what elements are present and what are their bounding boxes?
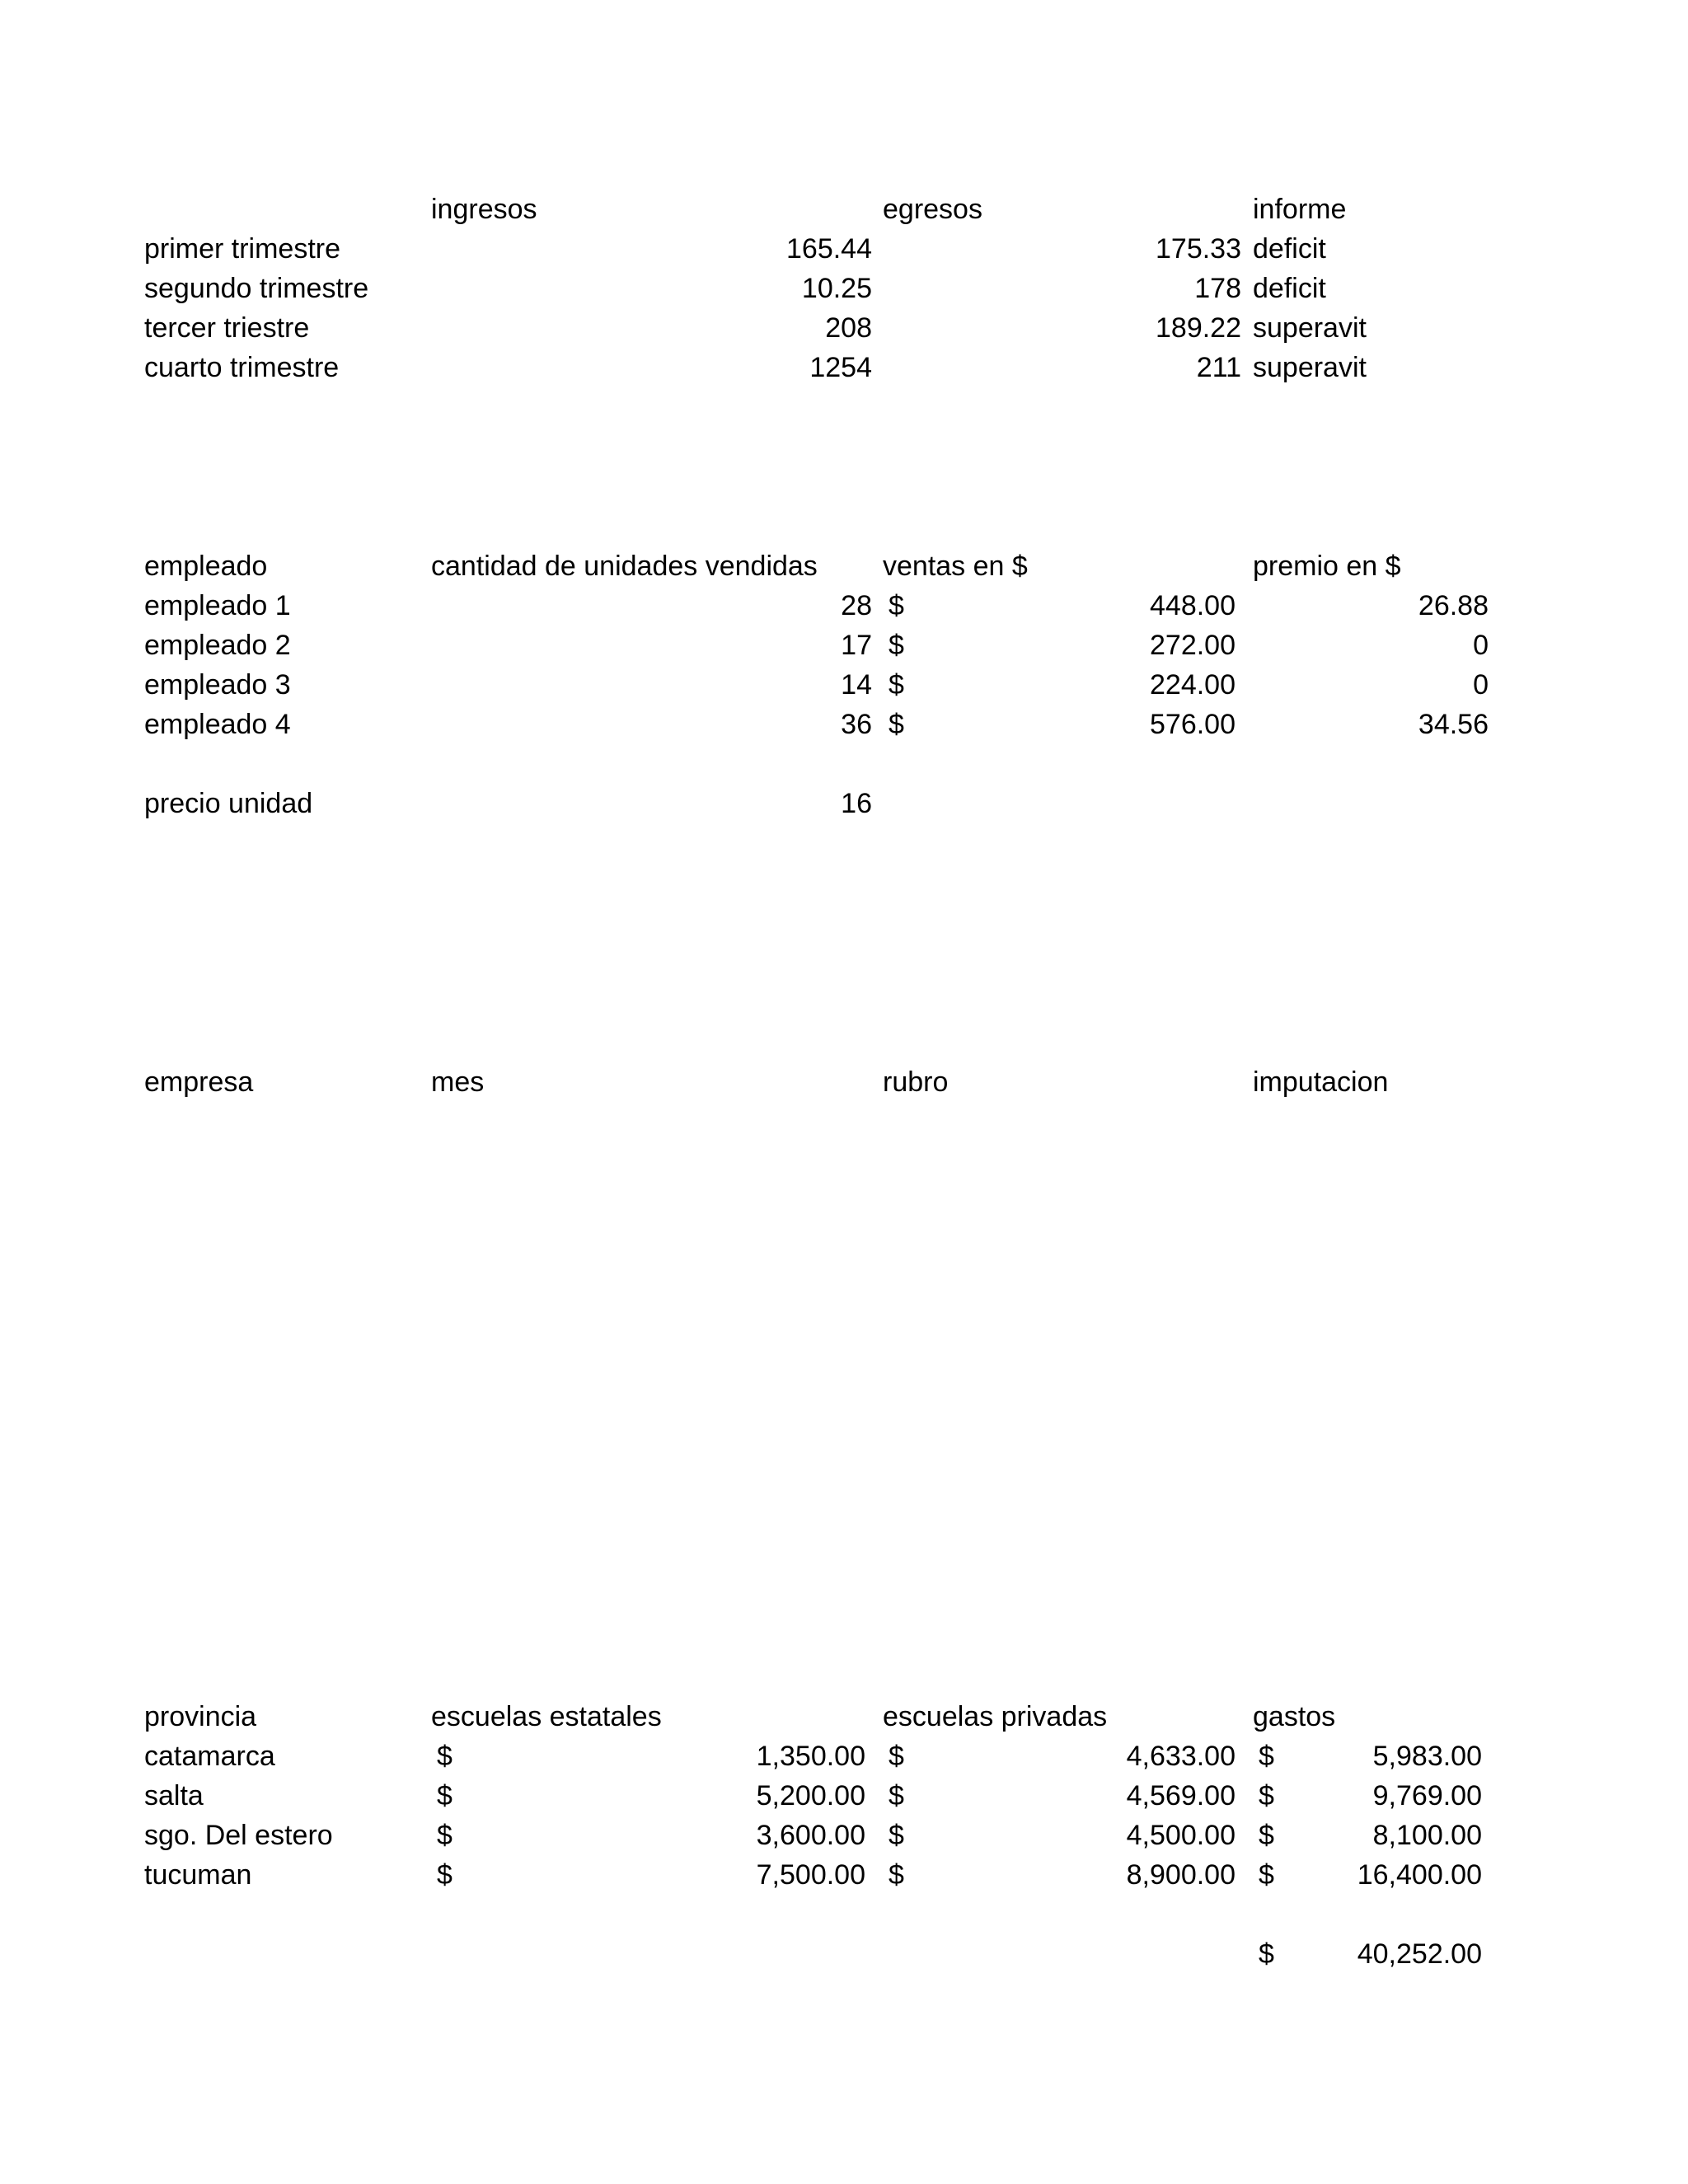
row-label: tucuman bbox=[144, 1859, 252, 1891]
header-cantidad: cantidad de unidades vendidas bbox=[431, 551, 818, 582]
cell-estatales: 1,350.00 bbox=[756, 1741, 865, 1772]
header-provincia: provincia bbox=[144, 1701, 257, 1732]
currency-symbol: $ bbox=[889, 1741, 904, 1772]
cell-cantidad: 14 bbox=[841, 669, 872, 701]
cell-informe: deficit bbox=[1253, 233, 1326, 265]
currency-symbol: $ bbox=[1259, 1938, 1274, 1970]
cell-premio: 34.56 bbox=[1418, 709, 1489, 740]
cell-ingresos: 165.44 bbox=[786, 233, 872, 265]
row-label: sgo. Del estero bbox=[144, 1820, 333, 1851]
currency-symbol: $ bbox=[437, 1820, 452, 1851]
cell-egresos: 175.33 bbox=[1156, 233, 1241, 265]
cell-egresos: 211 bbox=[1196, 352, 1241, 383]
row-label: empleado 2 bbox=[144, 630, 291, 661]
currency-symbol: $ bbox=[889, 669, 904, 701]
cell-gastos: 16,400.00 bbox=[1357, 1859, 1482, 1891]
cell-cantidad: 17 bbox=[841, 630, 872, 661]
header-premio: premio en $ bbox=[1253, 551, 1401, 582]
row-label: cuarto trimestre bbox=[144, 352, 340, 383]
cell-premio: 0 bbox=[1473, 630, 1489, 661]
header-empresa: empresa bbox=[144, 1066, 254, 1098]
cell-ingresos: 10.25 bbox=[801, 273, 872, 304]
row-label: catamarca bbox=[144, 1741, 275, 1772]
cell-gastos: 5,983.00 bbox=[1372, 1741, 1482, 1772]
cell-estatales: 5,200.00 bbox=[756, 1780, 865, 1811]
row-label: empleado 3 bbox=[144, 669, 291, 701]
cell-premio: 26.88 bbox=[1418, 590, 1489, 621]
row-label: segundo trimestre bbox=[144, 273, 369, 304]
cell-ventas: 448.00 bbox=[1150, 590, 1236, 621]
cell-cantidad: 36 bbox=[841, 709, 872, 740]
row-label: salta bbox=[144, 1780, 204, 1811]
row-label: empleado 4 bbox=[144, 709, 291, 740]
currency-symbol: $ bbox=[437, 1780, 452, 1811]
header-estatales: escuelas estatales bbox=[431, 1701, 662, 1732]
currency-symbol: $ bbox=[437, 1859, 452, 1891]
header-ingresos: ingresos bbox=[431, 194, 537, 225]
currency-symbol: $ bbox=[1259, 1780, 1274, 1811]
row-label: tercer triestre bbox=[144, 312, 310, 344]
cell-estatales: 3,600.00 bbox=[756, 1820, 865, 1851]
row-label: primer trimestre bbox=[144, 233, 341, 265]
cell-privadas: 4,633.00 bbox=[1126, 1741, 1236, 1772]
currency-symbol: $ bbox=[889, 1820, 904, 1851]
currency-symbol: $ bbox=[889, 1780, 904, 1811]
cell-informe: superavit bbox=[1253, 312, 1367, 344]
currency-symbol: $ bbox=[889, 709, 904, 740]
cell-cantidad: 28 bbox=[841, 590, 872, 621]
cell-gastos: 8,100.00 bbox=[1372, 1820, 1482, 1851]
cell-ingresos: 1254 bbox=[809, 352, 872, 383]
precio-unidad-value: 16 bbox=[841, 788, 872, 819]
cell-egresos: 189.22 bbox=[1156, 312, 1241, 344]
cell-premio: 0 bbox=[1473, 669, 1489, 701]
currency-symbol: $ bbox=[1259, 1741, 1274, 1772]
header-informe: informe bbox=[1253, 194, 1347, 225]
cell-ventas: 224.00 bbox=[1150, 669, 1236, 701]
cell-estatales: 7,500.00 bbox=[756, 1859, 865, 1891]
total-gastos: 40,252.00 bbox=[1357, 1938, 1482, 1970]
precio-unidad-label: precio unidad bbox=[144, 788, 313, 819]
row-label: empleado 1 bbox=[144, 590, 291, 621]
header-privadas: escuelas privadas bbox=[883, 1701, 1108, 1732]
header-gastos: gastos bbox=[1253, 1701, 1336, 1732]
cell-informe: superavit bbox=[1253, 352, 1367, 383]
cell-ingresos: 208 bbox=[825, 312, 872, 344]
currency-symbol: $ bbox=[1259, 1859, 1274, 1891]
cell-egresos: 178 bbox=[1194, 273, 1241, 304]
cell-privadas: 4,500.00 bbox=[1126, 1820, 1236, 1851]
cell-privadas: 8,900.00 bbox=[1126, 1859, 1236, 1891]
header-empleado: empleado bbox=[144, 551, 268, 582]
currency-symbol: $ bbox=[889, 1859, 904, 1891]
currency-symbol: $ bbox=[889, 590, 904, 621]
header-mes: mes bbox=[431, 1066, 485, 1098]
header-ventas: ventas en $ bbox=[883, 551, 1028, 582]
cell-ventas: 576.00 bbox=[1150, 709, 1236, 740]
cell-privadas: 4,569.00 bbox=[1126, 1780, 1236, 1811]
currency-symbol: $ bbox=[437, 1741, 452, 1772]
header-imputacion: imputacion bbox=[1253, 1066, 1389, 1098]
cell-gastos: 9,769.00 bbox=[1372, 1780, 1482, 1811]
header-rubro: rubro bbox=[883, 1066, 949, 1098]
cell-ventas: 272.00 bbox=[1150, 630, 1236, 661]
header-egresos: egresos bbox=[883, 194, 982, 225]
currency-symbol: $ bbox=[889, 630, 904, 661]
currency-symbol: $ bbox=[1259, 1820, 1274, 1851]
cell-informe: deficit bbox=[1253, 273, 1326, 304]
